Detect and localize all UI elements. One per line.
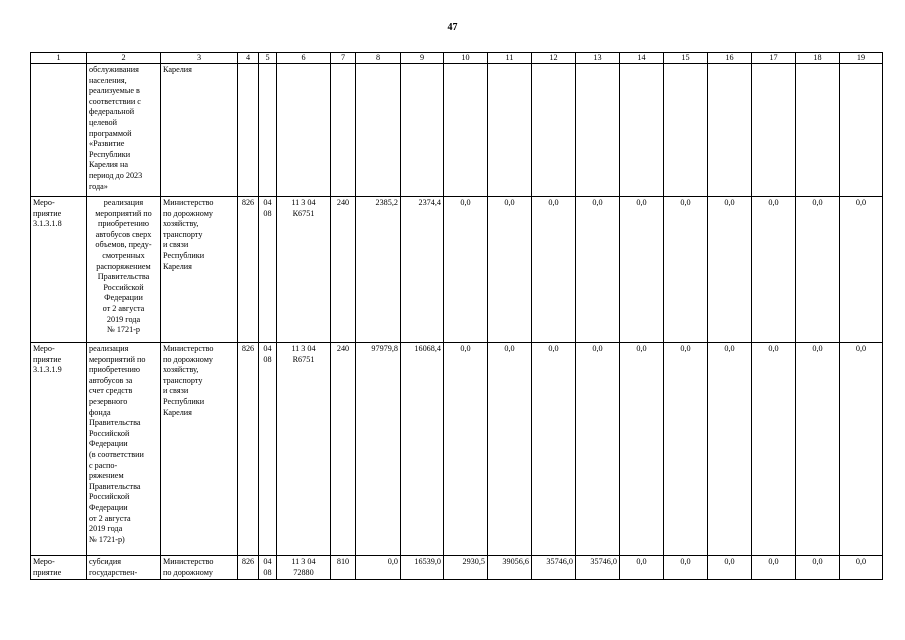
table-row [31, 197, 883, 343]
table-cell: 0,0 [840, 343, 883, 556]
table-cell: реализация мероприятий по приобретению автобусов сверх объемов, преду- смотренных распоряжением Правительства Российской Федерации от 2 августа 2019 года № 1721-р [87, 197, 161, 343]
table-cell: 0,0 [752, 343, 796, 556]
table-cell: 0,0 [356, 556, 401, 580]
budget-table [30, 52, 883, 580]
header-cell: 13 [576, 53, 620, 64]
table-cell: 810 [331, 556, 356, 580]
table-cell: 0,0 [752, 556, 796, 580]
header-cell: 15 [664, 53, 708, 64]
page-number: 47 [447, 22, 458, 33]
table-cell: Министерство по дорожному хозяйству, транспорту и связи Республики Карелия [161, 197, 238, 343]
table-cell: субсидия государствен- [87, 556, 161, 580]
header-cell: 9 [401, 53, 444, 64]
table-cell: 0,0 [532, 197, 576, 343]
table-cell: 0,0 [620, 197, 664, 343]
table-cell: 2930,5 [444, 556, 488, 580]
table-cell: 16068,4 [401, 343, 444, 556]
table-cell: 35746,0 [532, 556, 576, 580]
table-cell: 0,0 [664, 343, 708, 556]
table-cell: 0,0 [620, 343, 664, 556]
table-cell [664, 64, 708, 197]
table-cell: Министерство по дорожному хозяйству, транспорту и связи Республики Карелия [161, 343, 238, 556]
table-cell: 2374,4 [401, 197, 444, 343]
table-cell: 0,0 [796, 197, 840, 343]
table-cell [31, 64, 87, 197]
table-cell [752, 64, 796, 197]
table-cell: 35746,0 [576, 556, 620, 580]
table-cell: 0,0 [664, 197, 708, 343]
table-cell [356, 64, 401, 197]
table-row [31, 556, 883, 580]
header-cell: 1 [31, 53, 87, 64]
header-cell: 11 [488, 53, 532, 64]
table-cell: Министерство по дорожному [161, 556, 238, 580]
table-cell: 0,0 [752, 197, 796, 343]
table-cell: 04 08 [259, 556, 277, 580]
table-cell: 16539,0 [401, 556, 444, 580]
table-cell: 0,0 [708, 343, 752, 556]
table-cell [259, 64, 277, 197]
table-cell: 0,0 [664, 556, 708, 580]
header-cell: 3 [161, 53, 238, 64]
header-cell: 12 [532, 53, 576, 64]
table-cell: 240 [331, 197, 356, 343]
table-cell: Карелия [161, 64, 238, 197]
table-cell: 0,0 [488, 343, 532, 556]
header-cell: 2 [87, 53, 161, 64]
table-cell: 0,0 [620, 556, 664, 580]
table-cell: 0,0 [488, 197, 532, 343]
table-cell: 0,0 [708, 197, 752, 343]
table-cell: 04 08 [259, 343, 277, 556]
table-cell: 0,0 [444, 197, 488, 343]
table-cell: обслуживания населения, реализуемые в соответствии с федеральной целевой программой «Развитие Республики Карелия на период до 2023 года» [87, 64, 161, 197]
table-cell: 39056,6 [488, 556, 532, 580]
table-cell [620, 64, 664, 197]
header-cell: 17 [752, 53, 796, 64]
table-cell: 97979,8 [356, 343, 401, 556]
table-cell: 0,0 [708, 556, 752, 580]
header-cell: 19 [840, 53, 883, 64]
table-cell: 0,0 [840, 556, 883, 580]
table-cell: 11 3 04 R6751 [277, 343, 331, 556]
header-cell: 4 [238, 53, 259, 64]
table-cell [331, 64, 356, 197]
table-cell: 0,0 [796, 343, 840, 556]
table-cell: Меро- приятие 3.1.3.1.9 [31, 343, 87, 556]
table-cell: 240 [331, 343, 356, 556]
header-cell: 14 [620, 53, 664, 64]
header-cell: 8 [356, 53, 401, 64]
table-cell: 0,0 [444, 343, 488, 556]
table-cell [532, 64, 576, 197]
table-cell [444, 64, 488, 197]
header-cell: 16 [708, 53, 752, 64]
table-cell [576, 64, 620, 197]
table-cell: 0,0 [840, 197, 883, 343]
table-row [31, 64, 883, 197]
table-cell: 0,0 [796, 556, 840, 580]
header-cell: 6 [277, 53, 331, 64]
table-cell [840, 64, 883, 197]
table-cell: 2385,2 [356, 197, 401, 343]
table-cell: 826 [238, 556, 259, 580]
table-cell: 0,0 [532, 343, 576, 556]
table-cell [796, 64, 840, 197]
table-cell [401, 64, 444, 197]
table-cell: 826 [238, 197, 259, 343]
table-cell: 11 3 04 72880 [277, 556, 331, 580]
table-cell: Меро- приятие 3.1.3.1.8 [31, 197, 87, 343]
table-cell: 0,0 [576, 197, 620, 343]
header-row [31, 53, 883, 64]
table-cell [238, 64, 259, 197]
header-cell: 18 [796, 53, 840, 64]
table-cell [277, 64, 331, 197]
table-cell: Меро- приятие [31, 556, 87, 580]
table-cell: 826 [238, 343, 259, 556]
table-cell: реализация мероприятий по приобретению автобусов за счет средств резервного фонда Правительства Российской Федерации (в соответствии с распо- ряжением Правительства Российской Федерации от 2 августа 2019 года № 1721-р) [87, 343, 161, 556]
table-row [31, 343, 883, 556]
table-cell: 11 3 04 К6751 [277, 197, 331, 343]
header-cell: 7 [331, 53, 356, 64]
table-cell: 0,0 [576, 343, 620, 556]
table-cell [708, 64, 752, 197]
table-cell [488, 64, 532, 197]
header-cell: 10 [444, 53, 488, 64]
table-cell: 04 08 [259, 197, 277, 343]
header-cell: 5 [259, 53, 277, 64]
